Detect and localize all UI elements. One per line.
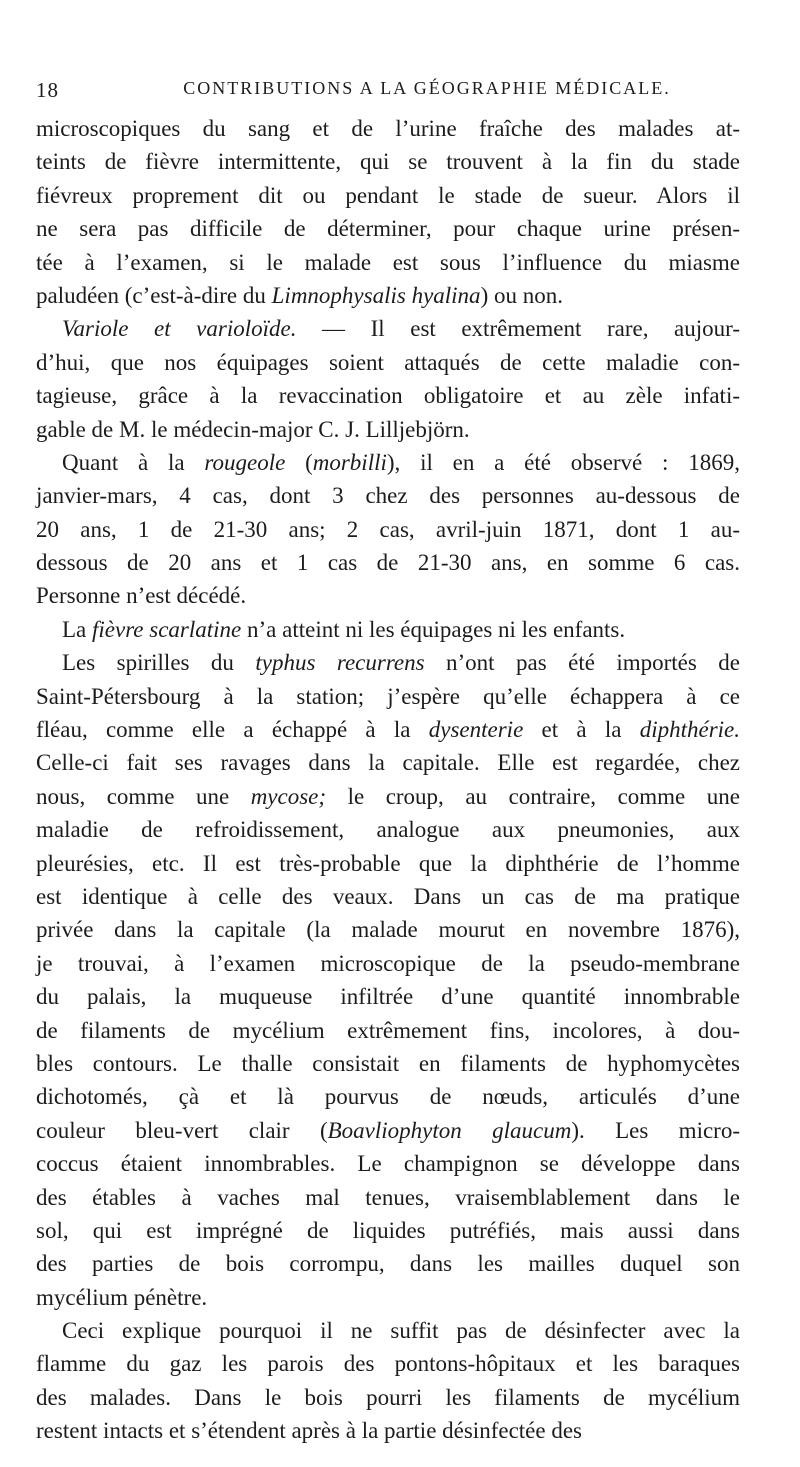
text-run: n’a atteint ni les équipages ni les enfants. [241,616,626,642]
text-line [36,1214,740,1247]
text-run: Les spirilles du [62,650,256,676]
text-line [36,513,740,546]
text-line [36,847,740,880]
italic-term: morbilli [312,449,387,475]
text-line [36,780,740,813]
text-line [36,479,740,512]
italic-term: typhus recurrens [255,650,425,676]
text-run: de filaments de mycélium extrêmement fins, incolores, à dou- [36,1017,740,1043]
text-run: dichotomés, çà et là pourvus de nœuds, articulés d’une [36,1084,740,1110]
text-run: Ceci explique pourquoi il ne suffit pas de désinfecter avec la [62,1318,740,1344]
text-run: fiévreux proprement dit ou pendant le stade de sueur. Alors il [36,182,740,208]
text-line [36,546,740,579]
text-run: privée dans la capitale (la malade mourut en novembre 1876), [36,917,740,943]
text-line [36,246,740,279]
text-line [36,1381,740,1414]
text-run: La [62,616,93,642]
text-run: ( [285,449,313,475]
text-run: paludéen (c’est-à-dire du [36,282,272,308]
page-header [36,78,740,106]
text-line [36,212,740,245]
text-run: pleurésies, etc. Il est très-probable que la diphthérie de l’homme [36,850,740,876]
text-line [36,613,740,646]
text-run: — Il est extrêmement rare, aujour- [296,316,740,342]
text-line [36,947,740,980]
text-run: le croup, au contraire, comme une [326,783,740,809]
italic-term: rougeole [204,449,286,475]
text-line [36,413,740,446]
text-line [36,579,740,612]
italic-term: Boavliophyton glaucum [327,1117,572,1143]
text-run: tée à l’examen, si le malade est sous l’influence du miasme [36,249,740,275]
text-run: ). Les micro- [571,1117,740,1143]
text-run: des malades. Dans le bois pourri les filaments de mycélium [36,1384,740,1410]
body-text [36,112,740,1448]
text-run: dessous de 20 ans et 1 cas de 21-30 ans, en somme 6 cas. [36,550,740,576]
text-run: flamme du gaz les parois des pontons-hôpitaux et les baraques [36,1351,740,1377]
text-run: d’hui, que nos équipages soient attaqués de cette maladie con- [36,349,740,375]
text-line [36,279,740,312]
text-line [36,646,740,679]
text-run: mycélium pénètre. [36,1284,208,1310]
text-line [36,980,740,1013]
text-run: ) ou non. [480,282,563,308]
text-line [36,346,740,379]
italic-term: mycose; [250,783,327,809]
text-line [36,1414,740,1447]
text-line [36,1247,740,1280]
text-line [36,746,740,779]
text-line [36,1347,740,1380]
text-run: n’ont pas été importés de [424,650,740,676]
text-run: microscopiques du sang et de l’urine fraîche des malades at- [36,116,740,141]
text-run: fléau, comme elle a échappé à la [36,717,429,743]
text-line [36,680,740,713]
text-run: ne sera pas difficile de déterminer, pour chaque urine présen- [36,216,740,242]
text-run: janvier-mars, 4 cas, dont 3 chez des personnes au-dessous de [36,483,740,509]
text-line [36,913,740,946]
italic-term: diphthérie. [639,717,741,743]
text-line [36,1080,740,1113]
text-line [36,145,740,178]
text-run: couleur bleu-vert clair ( [36,1117,328,1143]
text-run: des étables à vaches mal tenues, vraisemblablement dans le [36,1184,740,1210]
text-line [36,1281,740,1314]
text-run: Saint-Pétersbourg à la station; j’espère qu’elle échappera à ce [36,683,740,709]
text-run: je trouvai, à l’examen microscopique de la pseudo-membrane [36,950,740,976]
text-line [36,379,740,412]
text-run: restent intacts et s’étendent après à la partie désinfectée des [36,1418,582,1444]
text-run: 20 ans, 1 de 21-30 ans; 2 cas, avril-juin 1871, dont 1 au- [36,516,740,542]
text-run: bles contours. Le thalle consistait en filaments de hyphomycètes [36,1050,740,1076]
text-line [36,713,740,746]
text-line [36,312,740,345]
text-run: des parties de bois corrompu, dans les mailles duquel son [36,1251,740,1277]
text-run: teints de fièvre intermittente, qui se trouvent à la fin du stade [36,149,740,175]
italic-term: Variole et varioloïde. [62,316,297,342]
text-run: ), il en a été observé : 1869, [386,449,740,475]
text-line [36,446,740,479]
text-line [36,880,740,913]
text-line [36,112,740,145]
text-line [36,1314,740,1347]
text-line [36,1114,740,1147]
text-run: Quant à la [62,449,205,475]
text-run: du palais, la muqueuse infiltrée d’une quantité innombrable [36,984,740,1010]
text-run: coccus étaient innombrables. Le champignon se développe dans [36,1151,740,1177]
text-line [36,1014,740,1047]
text-run: nous, comme une [36,783,251,809]
italic-term: Limnophysalis hyalina [271,282,481,308]
text-line [36,1047,740,1080]
text-run: tagieuse, grâce à la revaccination obligatoire et au zèle infati- [36,383,740,409]
text-run: Celle-ci fait ses ravages dans la capitale. Elle est regardée, chez [36,750,740,776]
text-run: et à la [523,717,640,743]
text-run: maladie de refroidissement, analogue aux pneumonies, aux [36,817,740,843]
page-number: 18 [36,78,59,102]
running-title: CONTRIBUTIONS A LA GÉOGRAPHIE MÉDICALE. [183,78,671,98]
text-line [36,179,740,212]
text-run: est identique à celle des veaux. Dans un cas de ma pratique [36,883,740,909]
italic-term: fièvre scarlatine [92,616,242,642]
text-line [36,1181,740,1214]
text-run: Personne n’est décédé. [36,583,247,609]
text-run: gable de M. le médecin-major C. J. Lilljebjörn. [36,416,470,442]
italic-term: dysenterie [428,717,524,743]
text-line [36,1147,740,1180]
text-line [36,813,740,846]
text-run: sol, qui est imprégné de liquides putréfiés, mais aussi dans [36,1217,740,1243]
